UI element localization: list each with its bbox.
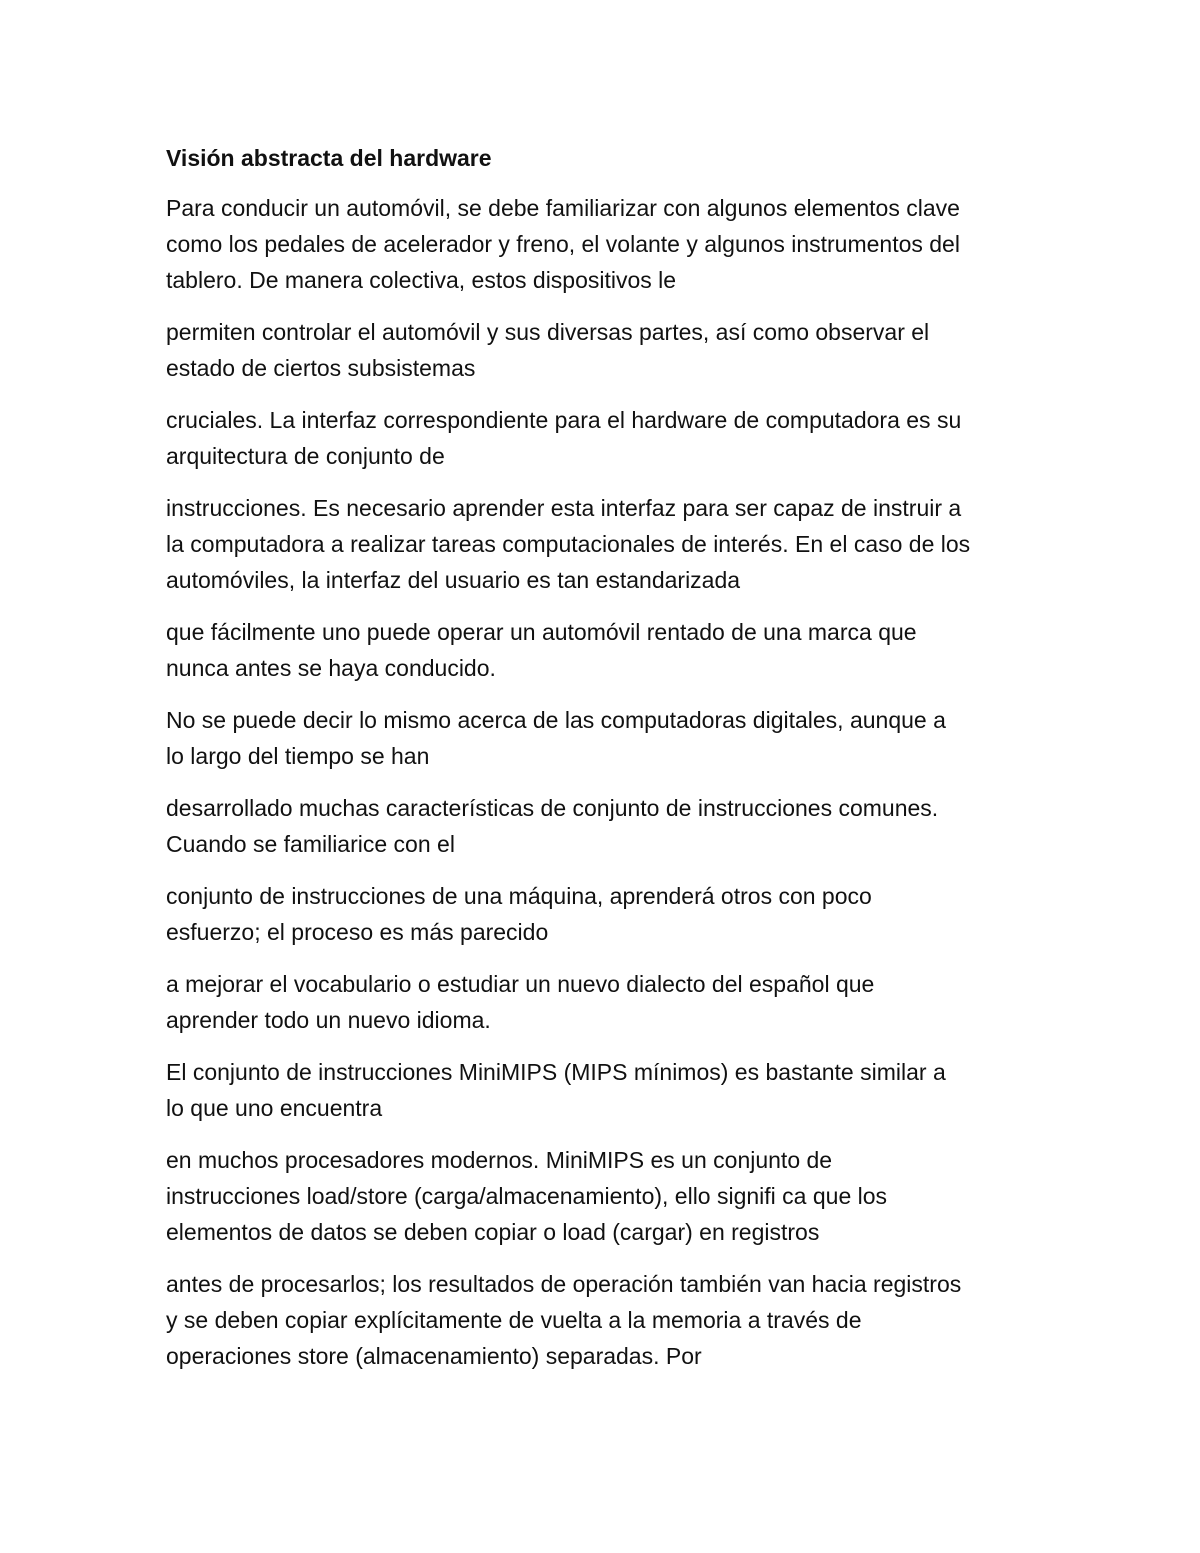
text-line: automóviles, la interfaz del usuario es tan estandarizada (166, 567, 741, 593)
text-line: aprender todo un nuevo idioma. (166, 1007, 491, 1033)
text-line: operaciones store (almacenamiento) separadas. Por (166, 1343, 702, 1369)
text-line: lo que uno encuentra (166, 1095, 383, 1121)
text-line: Cuando se familiarice con el (166, 831, 455, 857)
text-line: nunca antes se haya conducido. (166, 655, 496, 681)
text-line: a mejorar el vocabulario o estudiar un nuevo dialecto del español que (166, 971, 875, 997)
paragraph (166, 614, 1046, 686)
text-line: El conjunto de instrucciones MiniMIPS (MIPS mínimos) es bastante similar a (166, 1059, 946, 1085)
text-line: conjunto de instrucciones de una máquina, aprenderá otros con poco (166, 883, 872, 909)
text-line: que fácilmente uno puede operar un automóvil rentado de una marca que (166, 619, 917, 645)
paragraph (166, 790, 1046, 862)
text-line: lo largo del tiempo se han (166, 743, 430, 769)
text-line: arquitectura de conjunto de (166, 443, 445, 469)
paragraph (166, 1266, 1046, 1374)
paragraph (166, 1142, 1046, 1250)
text-line: permiten controlar el automóvil y sus diversas partes, así como observar el (166, 319, 930, 345)
paragraph (166, 402, 1046, 474)
text-line: instrucciones load/store (carga/almacenamiento), ello signifi ca que los (166, 1183, 888, 1209)
text-line: y se deben copiar explícitamente de vuelta a la memoria a través de (166, 1307, 862, 1333)
text-line: en muchos procesadores modernos. MiniMIPS es un conjunto de (166, 1147, 833, 1173)
paragraph (166, 490, 1046, 598)
text-line: como los pedales de acelerador y freno, el volante y algunos instrumentos del (166, 231, 960, 257)
text-line: Para conducir un automóvil, se debe familiarizar con algunos elementos clave (166, 195, 960, 221)
paragraph (166, 1054, 1046, 1126)
text-line: estado de ciertos subsistemas (166, 355, 476, 381)
text-line: instrucciones. Es necesario aprender esta interfaz para ser capaz de instruir a (166, 495, 962, 521)
text-line: tablero. De manera colectiva, estos dispositivos le (166, 267, 677, 293)
paragraph (166, 314, 1046, 386)
text-line: elementos de datos se deben copiar o load (cargar) en registros (166, 1219, 820, 1245)
document-title: Visión abstracta del hardware (166, 145, 492, 171)
paragraph (166, 190, 1046, 298)
text-line: desarrollado muchas características de conjunto de instrucciones comunes. (166, 795, 939, 821)
paragraph (166, 966, 1046, 1038)
text-line: la computadora a realizar tareas computacionales de interés. En el caso de los (166, 531, 971, 557)
text-line: esfuerzo; el proceso es más parecido (166, 919, 549, 945)
paragraph (166, 878, 1046, 950)
document-body (166, 140, 1046, 1390)
text-line: No se puede decir lo mismo acerca de las computadoras digitales, aunque a (166, 707, 946, 733)
text-line: antes de procesarlos; los resultados de operación también van hacia registros (166, 1271, 962, 1297)
text-line: cruciales. La interfaz correspondiente para el hardware de computadora es su (166, 407, 962, 433)
paragraph (166, 702, 1046, 774)
